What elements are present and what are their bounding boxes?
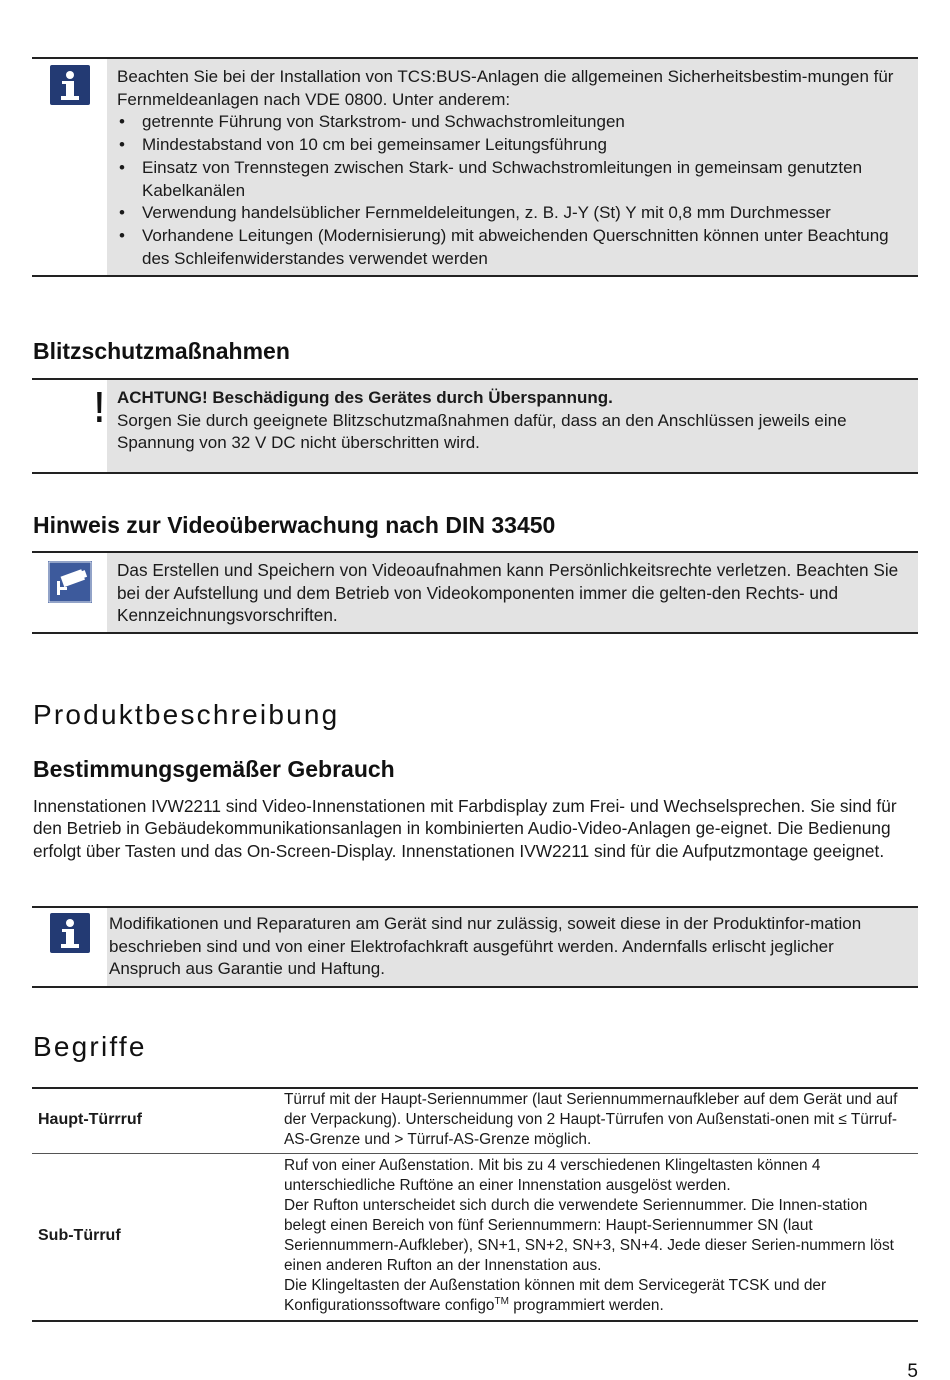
term-cell: Haupt-Türrruf xyxy=(38,1111,142,1128)
modifications-text: Modifikationen und Reparaturen am Gerät sind nur zulässig, soweit diese in der Produktinfor-mation beschrieben sind und von einer Elektrofachkraft ausgeführt werden. Andernfalls erlischt jeglicher Anspruch aus Garantie und Haftung. xyxy=(109,914,862,979)
warning-icon: ! xyxy=(94,383,105,432)
list-item: • Vorhandene Leitungen (Modernisierung) mit abweichenden Querschnitten können unter Beachtung des Schleifenwiderstandes verwendet werden xyxy=(117,225,900,270)
section-heading-intended-use: Bestimmungsgemäßer Gebrauch xyxy=(33,756,395,782)
definition-line: Der Rufton unterscheidet sich durch die verwendete Seriennummer. Die Innen-station belegt einen Bereich von fünf Seriennummern: Haupt-Seriennummer SN (laut Seriennummern-Aufkleber), SN+1, SN+2, SN+3, SN+4. Jede dieser Serien-nummern löst einen anderen Rufton an der Innenstation aus. xyxy=(284,1197,894,1274)
list-item: • Einsatz von Trennstegen zwischen Stark- und Schwachstromleitungen in gemeinsam genutzten Kabelkanälen xyxy=(117,157,900,202)
info-icon xyxy=(50,65,90,105)
warning-title: ACHTUNG! Beschädigung des Gerätes durch Überspannung. xyxy=(117,388,613,407)
camera-icon xyxy=(48,561,92,603)
section-heading-lightning: Blitzschutzmaßnahmen xyxy=(33,338,290,364)
chapter-heading-terms: Begriffe xyxy=(33,1031,147,1062)
definition-line: Die Klingeltasten der Außenstation können mit dem Servicegerät TCSK und der Konfigurationssoftware configo™ programmiert werden. xyxy=(284,1277,827,1314)
page-number: 5 xyxy=(907,1361,918,1380)
terms-table xyxy=(32,1087,918,1322)
notice-installation xyxy=(32,57,918,277)
definition-cell: Türruf mit der Haupt-Seriennummer (laut Seriennummernaufkleber auf dem Gerät und auf der Verpackung). Unterscheidung von 2 Haupt-Türrufen von Außenstati-onen mit ≤ Türruf-AS-Grenze und > Türruf-AS-Grenze möglich. xyxy=(284,1091,898,1148)
definition-cell xyxy=(278,1154,918,1322)
section-heading-video: Hinweis zur Videoüberwachung nach DIN 33450 xyxy=(33,512,556,538)
table-row xyxy=(32,1154,918,1322)
definition-line: Ruf von einer Außenstation. Mit bis zu 4 verschiedenen Klingeltasten können 4 unterschiedliche Ruftöne an einer Innenstation ausgelöst werden. xyxy=(284,1157,821,1194)
notice-warning-overvoltage xyxy=(32,378,918,474)
warning-text: Sorgen Sie durch geeignete Blitzschutzmaßnahmen dafür, dass an den Anschlüssen jeweils eine Spannung von 32 V DC nicht überschritten wird. xyxy=(117,410,847,453)
list-item: • Mindestabstand von 10 cm bei gemeinsamer Leitungsführung xyxy=(117,134,900,157)
table-row xyxy=(32,1088,918,1154)
notice-installation-intro: Beachten Sie bei der Installation von TCS:BUS-Anlagen die allgemeinen Sicherheitsbestim-mungen für Fernmeldeanlagen nach VDE 0800. Unter anderem: xyxy=(117,67,894,109)
list-item: • getrennte Führung von Starkstrom- und Schwachstromleitungen xyxy=(117,111,900,134)
notice-modifications xyxy=(32,906,918,988)
notice-video xyxy=(32,551,918,634)
notice-installation-list xyxy=(117,111,900,270)
term-cell: Sub-Türruf xyxy=(38,1227,121,1244)
chapter-heading-product: Produktbeschreibung xyxy=(33,699,340,730)
intended-use-paragraph: Innenstationen IVW2211 sind Video-Innenstationen mit Farbdisplay zum Frei- und Wechselsprechen. Sie sind für den Betrieb in Gebäudekommunikationsanlagen in kombinierten Audio-Video-Anlagen ge-eignet. Die Bedienung erfolgt über Tasten und das On-Screen-Display. Innenstationen IVW2211 sind für die Aufputzmontage geeignet. xyxy=(33,796,897,861)
info-icon xyxy=(50,913,90,953)
video-notice-text: Das Erstellen und Speichern von Videoaufnahmen kann Persönlichkeitsrechte verletzen. Beachten Sie bei der Aufstellung und dem Betrieb von Videokomponenten immer die gelten-den Rechts- und Kennzeichnungsvorschriften. xyxy=(117,560,899,626)
list-item: • Verwendung handelsüblicher Fernmeldeleitungen, z. B. J-Y (St) Y mit 0,8 mm Durchmesser xyxy=(117,202,900,225)
trademark-mark: TM xyxy=(494,1295,509,1307)
